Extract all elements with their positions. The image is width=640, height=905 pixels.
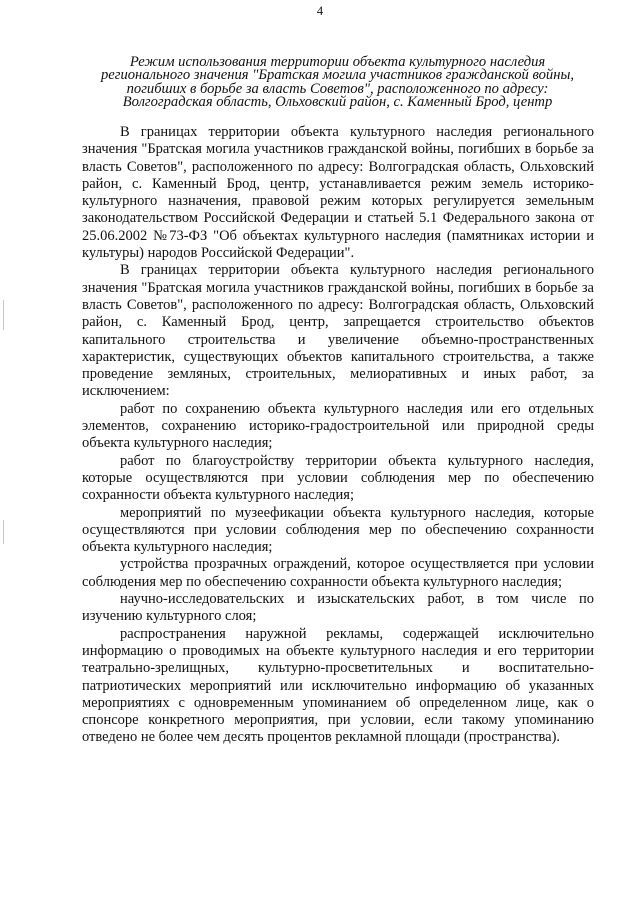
document-heading bbox=[80, 56, 595, 110]
heading-line: Волгоградская область, Ольховский район, с. Каменный Брод, центр bbox=[122, 94, 553, 111]
exception-item: работ по сохранению объекта культурного наследия или его отдельных элементов, сохранению историко-градостроительной или природной среды объекта культурного наследия; bbox=[82, 400, 594, 452]
heading-line: Режим использования территории объекта культурного наследия bbox=[129, 54, 546, 70]
document-body bbox=[82, 124, 594, 747]
paragraph-regime-lands: В границах территории объекта культурного наследия регионального значения "Братская могила участников гражданской войны, погибших в борьбе за власть Советов", расположенного по адресу: Волгоградская область, Ольховский район, с. Каменный Брод, центр, устанавливается режим земель историко-культурного назначения, правовой режим которых регулируется земельным законодательством Российской Федерации и статьей 5.1 Федерального закона от 25.06.2002 №73-ФЗ "Об объектах культурного наследия (памятниках истории и культуры) народов Российской Федерации". bbox=[82, 124, 594, 262]
exception-item: распространения наружной рекламы, содержащей исключительно информацию о проводимых на объекте культурного наследия и его территории театрально-зрелищных, культурно-просветительных и воспитательно-патриотических мероприятий или исключительно информацию об указанных мероприятиях с одновременным упоминанием об определенном лице, как о спонсоре конкретного мероприятия, при условии, если такому упоминанию отведено не более чем десять процентов рекламной площади (пространства). bbox=[82, 625, 594, 746]
page-number: 4 bbox=[316, 4, 324, 18]
exception-item: научно-исследовательских и изыскательских работ, в том числе по изучению культурного слоя; bbox=[82, 591, 594, 625]
scan-edge-mark bbox=[3, 520, 4, 544]
exception-item: работ по благоустройству территории объекта культурного наследия, которые осуществляются при условии соблюдения мер по обеспечению сохранности объекта культурного наследия; bbox=[82, 452, 594, 504]
scan-edge-mark bbox=[3, 300, 4, 330]
exception-item: мероприятий по музеефикации объекта культурного наследия, которые осуществляются при условии соблюдения мер по обеспечению сохранности объекта культурного наследия; bbox=[82, 504, 594, 556]
heading-line: регионального значения "Братская могила участников гражданской войны, bbox=[101, 67, 574, 84]
exception-item: устройства прозрачных ограждений, которое осуществляется при условии соблюдения мер по обеспечению сохранности объекта культурного наследия; bbox=[82, 556, 594, 590]
paragraph-prohibition: В границах территории объекта культурного наследия регионального значения "Братская могила участников гражданской войны, погибших в борьбе за власть Советов", расположенного по адресу: Волгоградская область, Ольховский район, с. Каменный Брод, центр, запрещается строительство объектов капитального строительства и увеличение объемно-пространственных характеристик, существующих объектов капитального строительства, а также проведение земляных, строительных, мелиоративных и иных работ, за исключением: bbox=[82, 262, 594, 400]
heading-line: погибших в борьбе за власть Советов", расположенного по адресу: bbox=[126, 80, 549, 97]
